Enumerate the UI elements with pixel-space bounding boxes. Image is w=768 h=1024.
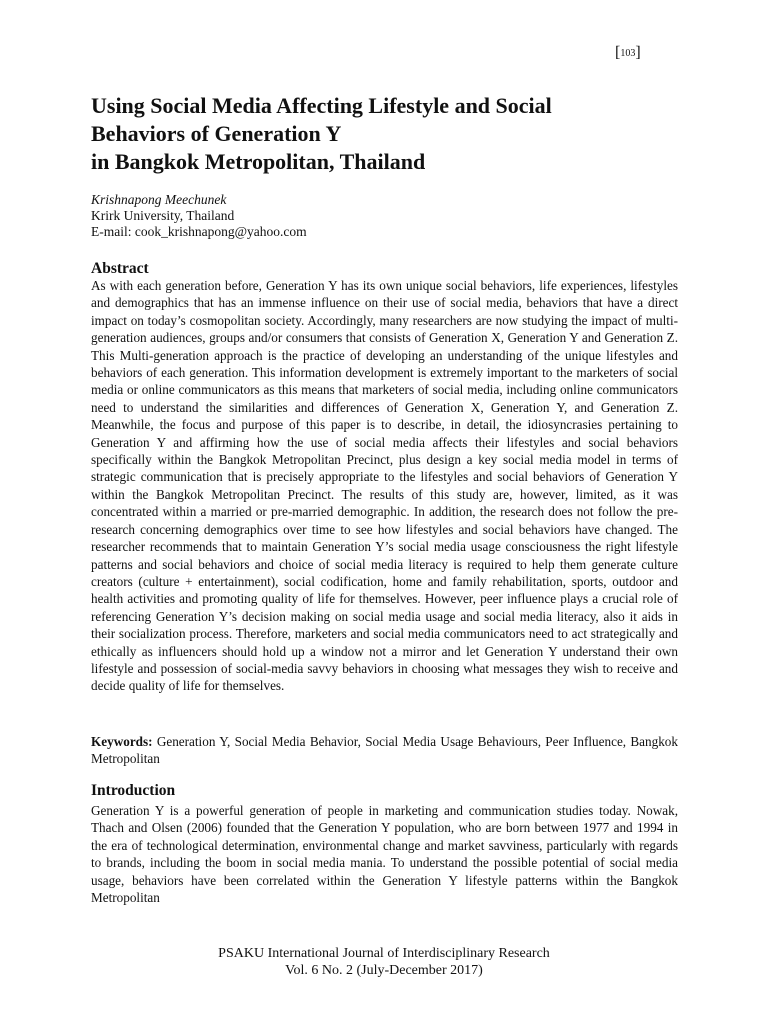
abstract-text: As with each generation before, Generation Y has its own unique social behaviors, life experiences, lifestyles and demographics that has an immense influence on their use of social media, behaviors that have a direct impact on today’s cosmopolitan society. Accordingly, many researchers are now studying the impact of multi-generation audiences, groups and/or consumers that consists of Generation X, Generation Y and Generation Z. This Multi-generation approach is the practice of developing an understanding of the unique lifestyles and behaviors of each generation. This information development is extremely important to the marketers of social media or online communicators as this means that marketers of social media, including online communicators need to understand the similarities and differences of Generation X, Generation Y, and Generation Z. Meanwhile, the focus and purpose of this paper is to describe, in detail, the idiosyncrasies pertaining to Generation Y and affirming how the use of social media affects their lifestyles and social behaviors specifically within the Bangkok Metropolitan Precinct, plus design a key social media model in terms of strategic communication that is precisely appropriate to the lifestyles and social behaviors of Generation Y within the Bangkok Metropolitan Precinct. The results of this study are, however, limited, as it was concentrated within a married or pre-married demographic. In addition, the research does not follow the pre-research concerning demographics over time to see how lifestyles and social behaviors have changed. The researcher recommends that to maintain Generation Y’s social media usage consciousness the right lifestyle patterns and social behaviors and choice of social media literacy is required to help them generate culture creators (culture + entertainment), social codification, home and family rehabilitation, sports, outdoor and health activities and promoting quality of life for themselves. However, peer influence plays a crucial role of referencing Generation Y’s decision making on social media usage and social media literacy, also it aids in their socialization process. Therefore, marketers and social media communicators need to act strategically and ethically as influencers should hold up a window not a mirror and let Generation Y understand their own lifestyle and possession of social-media savvy behaviors in choosing what messages they wish to receive and decide quality of life for themselves. (91, 278, 678, 694)
page-number: [103] (615, 44, 641, 61)
paper-title (91, 92, 691, 176)
keywords-label: Keywords: (91, 734, 153, 749)
author-email: E-mail: cook_krishnapong@yahoo.com (91, 224, 307, 239)
abstract-heading: Abstract (91, 260, 149, 277)
journal-footer (0, 945, 768, 979)
title-line-2: Behaviors of Generation Y (91, 121, 342, 146)
author-block (91, 192, 691, 240)
keywords (91, 733, 678, 768)
introduction-text: Generation Y is a powerful generation of people in marketing and communication studies today. Nowak, Thach and Olsen (2006) founded that the Generation Y population, who are born between 1977 and 1994 in the era of technological determination, environmental change and market savviness, particularly with regards to brands, including the boom in social media mania. To understand the possible potential of social media usage, behaviors have been correlated within the Generation Y lifestyle patterns within the Bangkok Metropolitan (91, 803, 678, 906)
title-line-1: Using Social Media Affecting Lifestyle and Social (91, 93, 552, 118)
journal-volume: Vol. 6 No. 2 (July-December 2017) (285, 963, 483, 978)
keywords-text: Generation Y, Social Media Behavior, Social Media Usage Behaviours, Peer Influence, Bangkok Metropolitan (91, 734, 678, 767)
title-line-3: in Bangkok Metropolitan, Thailand (91, 149, 426, 174)
author-name: Krishnapong Meechunek (91, 192, 227, 207)
author-affiliation: Krirk University, Thailand (91, 208, 235, 223)
journal-name: PSAKU International Journal of Interdisciplinary Research (218, 946, 550, 961)
introduction-heading: Introduction (91, 782, 176, 799)
page-number-value: 103 (620, 48, 636, 59)
